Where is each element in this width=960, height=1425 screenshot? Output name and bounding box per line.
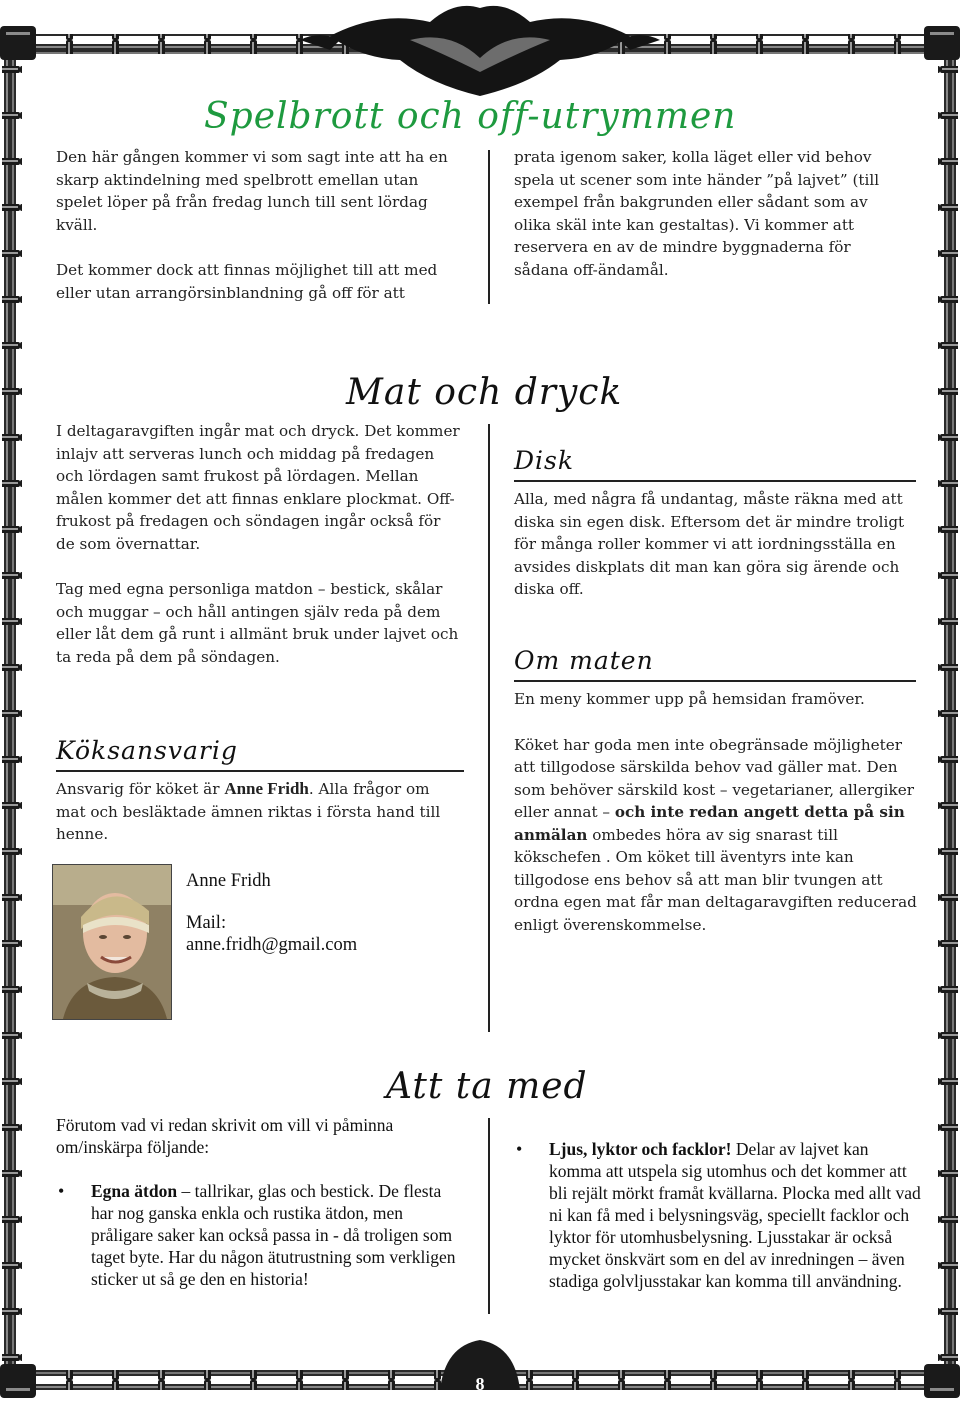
att-ta-med-right-column — [514, 1138, 924, 1292]
column-divider — [488, 424, 490, 1032]
contact-mail-link[interactable]: anne.fridh@gmail.com — [186, 935, 358, 955]
column-divider — [488, 1118, 490, 1314]
section-title-att-ta-med: Att ta med — [386, 1066, 588, 1107]
paragraph: prata igenom saker, kolla läget eller vid behov spela ut scener som inte händer ”på lajvet” (till exempel från bakgrunden eller sådant som av olika skäl inte kan gestaltas). Vi kommer att reservera en av de mindre byggnaderna för sådana off-ändamål. — [514, 148, 880, 279]
paragraph: En meny kommer upp på hemsidan framöver. — [514, 690, 865, 708]
section-title-spelbrott: Spelbrott och off-utrymmen — [204, 96, 737, 137]
disk-text — [514, 488, 919, 601]
heading-underline — [514, 680, 916, 682]
contact-mail-label: Mail: — [186, 913, 227, 933]
bullet-list — [56, 1180, 456, 1290]
paragraph: Köket har goda men inte obegränsade möjligheter att tillgodose särskilda behov vad gäller mat. Den som behöver särskild kost – vegetarianer, allergiker eller annat – och inte redan angett detta på sin anmälan ombedes höra av sig snarast till kökschefen . Om köket till äventyrs inte kan tillgodose ens behov så att man blir tvungen att ordna egen mat får man deltagaravgiften reducerad enligt överenskommelse. — [514, 735, 917, 934]
subheading-koksansvarig: Köksansvarig — [56, 736, 238, 765]
intro-paragraph: Förutom vad vi redan skrivit om vill vi påminna om/inskärpa följande: — [56, 1115, 394, 1157]
page-number: 8 — [475, 1374, 485, 1394]
emphasis: och inte redan angett detta på sin anmälan — [514, 803, 905, 844]
portrait-photo — [52, 864, 172, 1020]
kitchen-manager-name: Anne Fridh — [224, 779, 309, 798]
spelbrott-right-column — [514, 146, 909, 281]
om-maten-text — [514, 688, 919, 936]
att-ta-med-left-column — [56, 1114, 456, 1290]
heading-underline — [56, 770, 464, 772]
section-title-mat-och-dryck: Mat och dryck — [346, 372, 623, 413]
list-item: • Egna ätdon – tallrikar, glas och bestick. De flesta har nog ganska enkla och rustika ätdon, men pråligare saker kan också passa in - då troligen som taget byte. Har du någon ätutrustning som verkligen sticker ut så ge den en historia! — [56, 1180, 456, 1290]
heading-underline — [514, 480, 916, 482]
paragraph: Den här gången kommer vi som sagt inte att ha en skarp aktindelning med spelbrott emellan utan spelet löper på från fredag lunch till sent lördag kväll. — [56, 148, 448, 234]
paragraph: Det kommer dock att finnas möjlighet till att med eller utan arrangörsinblandning gå off för att — [56, 261, 438, 302]
list-item: • Ljus, lyktor och facklor! Delar av lajvet kan komma att utspela sig utomhus och det kommer att bli rejält mörkt framåt kvällarna. Plocka med allt vad ni kan få med i belysningsväg, speciellt facklor och lyktor för utomhusbelysning. Ljusstakar är också mycket önskvärt som en del av inredningen – även stadiga golvljusstakar kan komma till användning. — [514, 1138, 924, 1292]
paragraph: Tag med egna personliga matdon – bestick, skålar och muggar – och håll antingen själv reda på dem eller låt dem gå runt i allmänt bruk under lajvet och ta reda på dem på söndagen. — [56, 580, 459, 666]
paragraph: Alla, med några få undantag, måste räkna med att diska sin egen disk. Eftersom det är mindre troligt för många roller kommer vi att iordningsställa en avsides diskplats dit man kan göra sig ärende och diska off. — [514, 490, 905, 598]
contact-name: Anne Fridh — [186, 871, 271, 891]
mat-left-column — [56, 420, 461, 668]
paragraph: I deltagaravgiften ingår mat och dryck. Det kommer inlajv att serveras lunch och middag på fredagen och lördagen samt frukost på lördagen. Mellan målen kommer det att finnas enklare plockmat. Off-frukost på fredagen och söndagen ingår också för de som övernattar. — [56, 422, 460, 553]
koksansvarig-text: Ansvarig för köket är Anne Fridh. Alla frågor om mat och besläktade ämnen riktas i första hand till henne. — [56, 779, 441, 843]
spelbrott-left-column — [56, 146, 456, 304]
bullet-list — [514, 1138, 924, 1292]
subheading-disk: Disk — [514, 446, 575, 475]
subheading-om-maten: Om maten — [514, 646, 654, 675]
column-divider — [488, 150, 490, 304]
contact-card — [186, 870, 456, 956]
